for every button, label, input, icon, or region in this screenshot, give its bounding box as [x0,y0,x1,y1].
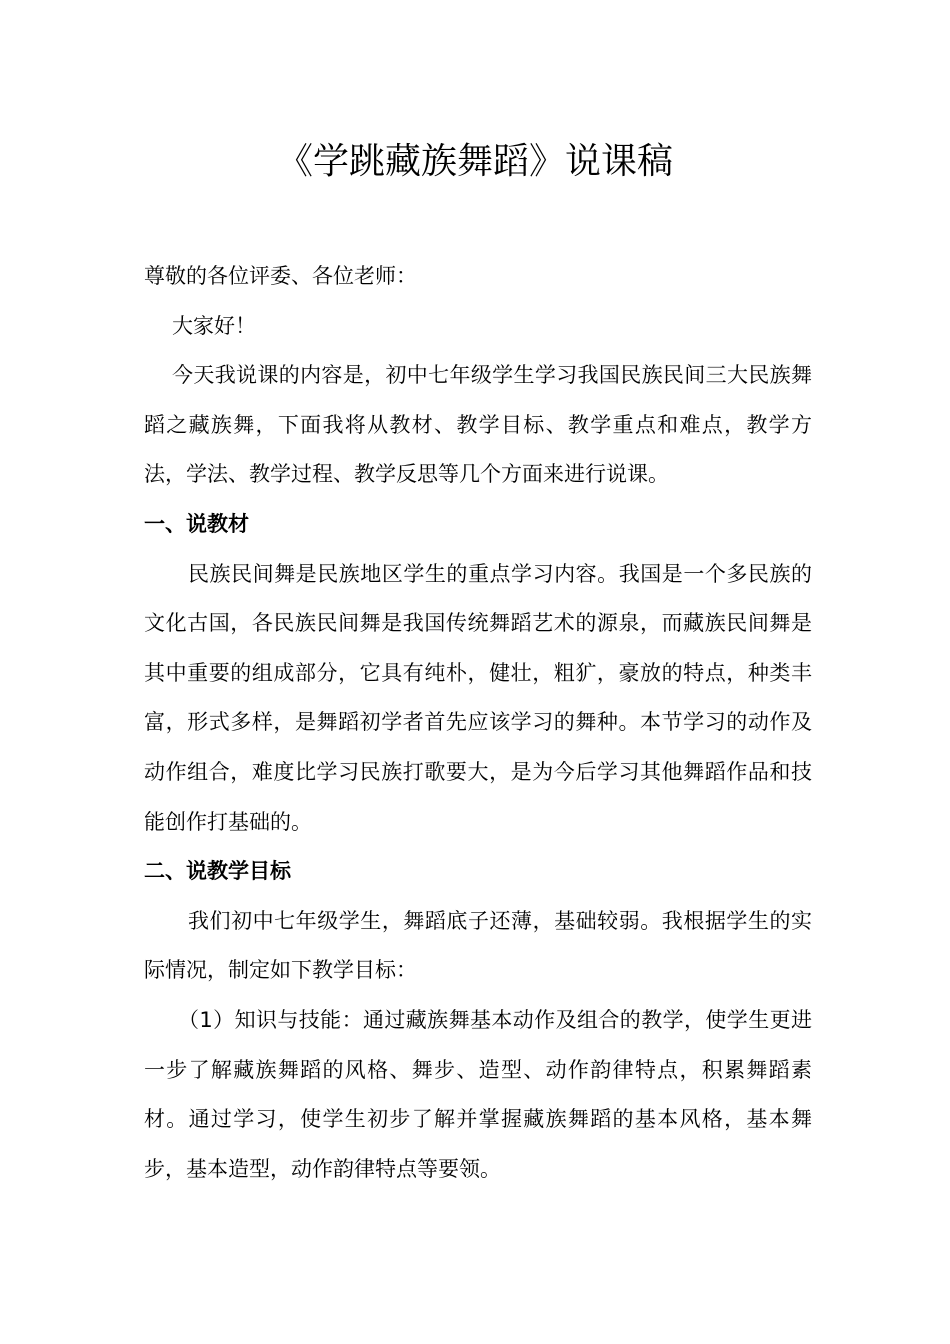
section2-heading: 二、说教学目标 [144,859,291,884]
greeting: 大家好！ [172,313,256,338]
section2-paragraph: 我们初中七年级学生，舞蹈底子还薄，基础较弱。我根据学生的实际情况，制定如下教学目标： [144,908,812,983]
document-body [144,252,812,1194]
section1-heading: 一、说教材 [144,511,249,536]
intro-paragraph: 今天我说课的内容是，初中七年级学生学习我国民族民间三大民族舞蹈之藏族舞，下面我将从教材、教学目标、教学重点和难点，教学方法，学法、教学过程、教学反思等几个方面来进行说课。 [144,363,812,487]
salutation: 尊敬的各位评委、各位老师： [144,264,417,288]
section1-paragraph: 民族民间舞是民族地区学生的重点学习内容。我国是一个多民族的文化古国，各民族民间舞是我国传统舞蹈艺术的源泉，而藏族民间舞是其中重要的组成部分，它具有纯朴，健壮，粗犷，豪放的特点，种类丰富，形式多样，是舞蹈初学者首先应该学习的舞种。本节学习的动作及动作组合，难度比学习民族打歌要大，是为今后学习其他舞蹈作品和技能创作打基础的。 [144,561,812,834]
document-title: 《学跳藏族舞蹈》说课稿 [276,141,673,182]
section2-item-1: （1）知识与技能：通过藏族舞基本动作及组合的教学，使学生更进一步了解藏族舞蹈的风格、舞步、造型、动作韵律特点，积累舞蹈素材。通过学习，使学生初步了解并掌握藏族舞蹈的基本风格，基本舞步，基本造型，动作韵律特点等要领。 [144,1007,812,1181]
